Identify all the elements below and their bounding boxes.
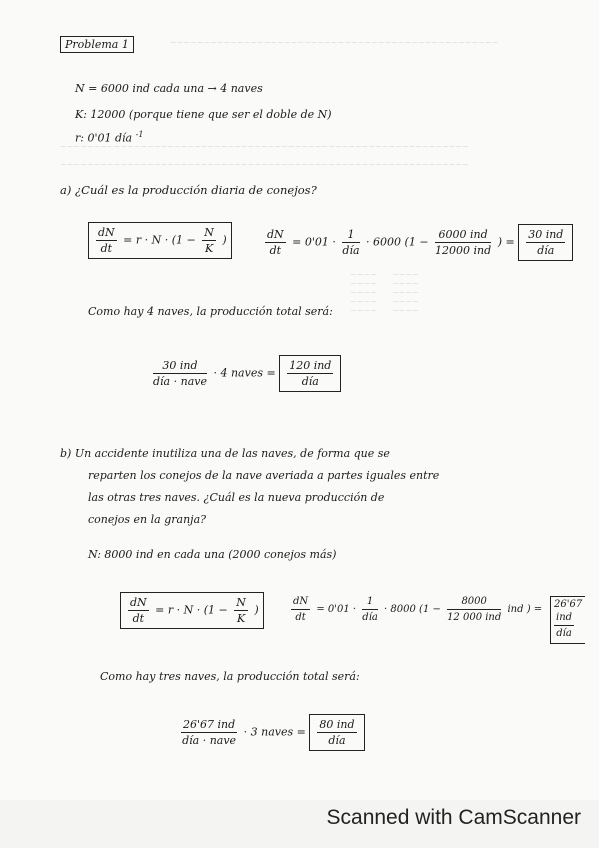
logistic-formula-a: $\frac{dN}{dt}$ = r · N · (1 − $\frac{N}{K}$ ) [88,222,232,259]
bleed-through-column: ~~~~ ~~~~ ~~~~ ~~~~ ~~~~ ~~~~ ~~~~ ~~~~ ~~~~ ~~~~ [350,270,419,315]
total-calculation-a: $\frac{\text{30 ind}}{\text{día · nave}}$ · 4 naves = $\frac{\text{120 ind}}{\text{día}}$ [150,355,341,392]
problem-title: Problema 1 [60,38,134,51]
given-k: K: 12000 (porque tiene que ser el doble de N) [75,108,332,121]
scanner-watermark: Scanned with CamScanner [326,806,581,829]
calculation-b: $\frac{dN}{dt}$ = 0'01 · $\frac{1}{\text{día}}$ · 8000 (1 − $\frac{8000}{\text{12 000 ind}}$ ind ) = [293,596,543,623]
given-r: r: 0'01 día $^{-1}$ [75,130,144,145]
result-b: 26'67 $\frac{\text{ind}}{\text{día}}$ [550,596,585,644]
question-a: a) ¿Cuál es la producción diaria de conejos? [60,183,317,197]
bleed-through-text: ~~~~~~~~~~~~~~~~~~~~~~~~~~~~~~~~~~~~~~~~~~~~~~~~~ [170,38,499,47]
calculation-a: $\frac{dN}{dt}$ = 0'01 · $\frac{1}{\text{día}}$ · 6000 (1 − $\frac{\text{6000 ind}}{\text{12000 ind}}$ ) = $\frac{\text{30 ind}}{\text{día}}$ [262,224,573,261]
bleed-through-text: ~~~~~~~~~~~~~~~~~~~~~~~~~~~~~~~~~~~~~~~~~~~~~~~~~~~~~~~~~~~~~ [60,142,469,151]
question-b: b) Un accidente inutiliza una de las naves, de forma que se reparten los conejos de la nave averiada a partes iguales entre las otras tres naves. ¿Cuál es la nueva producción de conejos en la granja? [60,447,440,526]
n-text-b: N: 8000 ind en cada una (2000 conejos más) [88,548,337,561]
bleed-through-text: ~~~~~~~~~~~~~~~~~~~~~~~~~~~~~~~~~~~~~~~~~~~~~~~~~~~~~~~~~~~~~ [60,160,469,169]
total-text-b: Como hay tres naves, la producción total será: [100,670,360,683]
given-n: N = 6000 ind cada una → 4 naves [75,82,263,95]
logistic-formula-b: $\frac{dN}{dt}$ = r · N · (1 − $\frac{N}{K}$ ) [120,592,264,629]
total-text-a: Como hay 4 naves, la producción total será: [88,305,333,318]
total-calculation-b: $\frac{\text{26'67 ind}}{\text{día · nave}}$ · 3 naves = $\frac{\text{80 ind}}{\text{día}}$ [178,714,365,751]
